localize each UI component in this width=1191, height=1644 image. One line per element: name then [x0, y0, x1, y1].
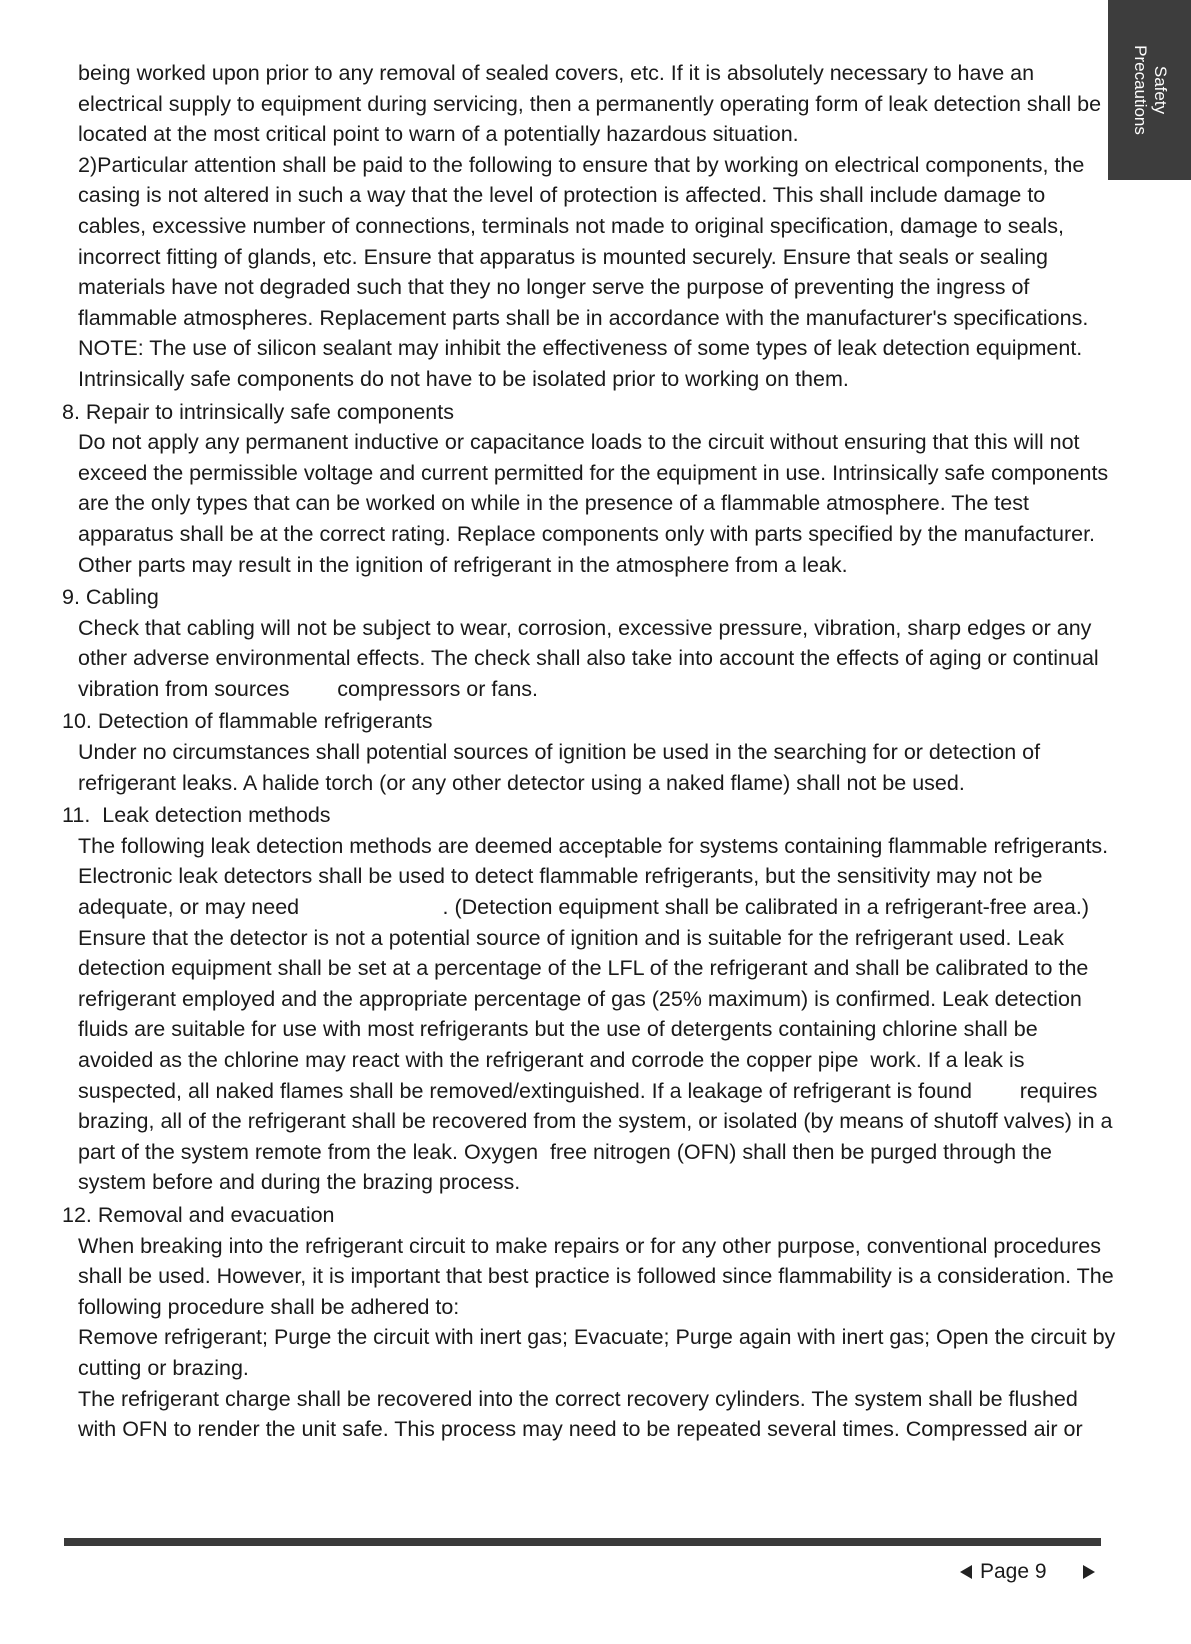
intro-paragraph: 2)Particular attention shall be paid to the following to ensure that by working on electrical components, the casing is not altered in such a way that the level of protection is affected. This shall include damage to cables, excessive number of connections, terminals not made to original specification, damage to seals, incorrect fitting of glands, etc. Ensure that apparatus is mounted securely. Ensure that seals or sealing materials have not degraded such that they no longer serve the purpose of preventing the ingress of flammable atmospheres. Replacement parts shall be in accordance with the manufacturer's specifications. — [78, 152, 1089, 330]
section-paragraph: When breaking into the refrigerant circuit to make repairs or for any other purpose, conventional procedures shall be used. However, it is important that best practice is followed since flammability is a consideration. The following procedure shall be adhered to: — [78, 1233, 1114, 1319]
intro-paragraph: being worked upon prior to any removal of sealed covers, etc. If it is absolutely necessary to have an electrical supply to equipment during servicing, then a permanently operating form of leak detection shall be located at the most critical point to warn of a potentially hazardous situation. — [78, 61, 1102, 147]
page-number: Page 9 — [980, 1560, 1047, 1583]
section-heading: 9. Cabling — [62, 585, 159, 610]
previous-page-arrow-icon[interactable] — [960, 1565, 972, 1579]
section-heading: 10. Detection of flammable refrigerants — [62, 709, 433, 734]
footer-divider — [64, 1538, 1101, 1546]
section-heading: 11. Leak detection methods — [62, 803, 331, 828]
section-12 — [58, 1200, 1118, 1445]
section-paragraph: The refrigerant charge shall be recovered into the correct recovery cylinders. The system shall be flushed with OFN to render the unit safe. This process may need to be repeated several times. Compressed air or — [78, 1386, 1083, 1442]
section-tab-label — [1130, 45, 1170, 135]
section-paragraph: Under no circumstances shall potential sources of ignition be used in the searching for or detection of refrigerant leaks. A halide torch (or any other detector using a naked flame) shall not be used. — [78, 740, 1041, 795]
section-heading: 8. Repair to intrinsically safe components — [62, 399, 454, 424]
section-tab-line2: Precautions — [1130, 45, 1150, 135]
section-paragraph: The following leak detection methods are deemed acceptable for systems containing flammable refrigerants. Electronic leak detectors shall be used to detect flammable refrigerants, but the sensitivity may not be adequate, or may need . (Detection equipment shall be calibrated in a refrigerant-free area.) Ensure that the detector is not a potential source of ignition and is suitable for the refrigerant used. Leak detection equipment shall be set at a percentage of the LFL of the refrigerant and shall be calibrated to the refrigerant employed and the appropriate percentage of gas (25% maximum) is confirmed. Leak detection fluids are suitable for use with most refrigerants but the use of detergents containing chlorine shall be avoided as the chlorine may react with the refrigerant and corrode the copper pipe work. If a leak is suspected, all naked flames shall be removed/extinguished. If a leakage of refrigerant is found requires brazing, all of the refrigerant shall be recovered from the system, or isolated (by means of shutoff valves) in a part of the system remote from the leak. Oxygen free nitrogen (OFN) shall then be purged through the system before and during the brazing process. — [78, 833, 1119, 1195]
section-paragraph: Remove refrigerant; Purge the circuit with inert gas; Evacuate; Purge again with inert gas; Open the circuit by cutting or brazing. — [78, 1325, 1116, 1380]
section-tab — [1108, 0, 1191, 180]
section-10 — [58, 706, 1118, 798]
section-11 — [58, 800, 1118, 1198]
section-8 — [58, 397, 1118, 581]
section-heading: 12. Removal and evacuation — [62, 1202, 335, 1227]
page-content — [58, 58, 1118, 1445]
intro-note: NOTE: The use of silicon sealant may inhibit the effectiveness of some types of leak detection equipment. Intrinsically safe components do not have to be isolated prior to working on them. — [78, 336, 1083, 391]
section-paragraph: Do not apply any permanent inductive or capacitance loads to the circuit without ensuring that this will not exceed the permissible voltage and current permitted for the equipment in use. Intrinsically safe components are the only types that can be worked on while in the presence of a flammable atmosphere. The test apparatus shall be at the correct rating. Replace components only with parts specified by the manufacturer. Other parts may result in the ignition of refrigerant in the atmosphere from a leak. — [78, 430, 1109, 577]
section-paragraph: Check that cabling will not be subject to wear, corrosion, excessive pressure, vibration, sharp edges or any other adverse environmental effects. The check shall also take into account the effects of aging or continual vibration from sources compressors or fans. — [78, 615, 1105, 701]
section-9 — [58, 582, 1118, 704]
next-page-arrow-icon[interactable] — [1083, 1565, 1095, 1579]
page-navigation — [960, 1556, 1100, 1588]
section-tab-line1: Safety — [1150, 65, 1170, 115]
